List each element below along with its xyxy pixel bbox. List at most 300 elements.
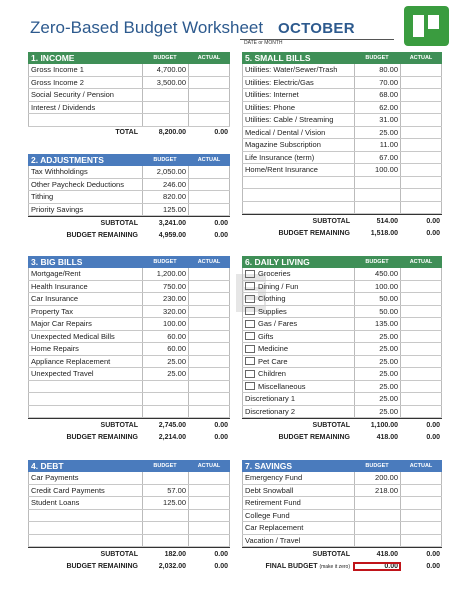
actual-cell[interactable] [188, 281, 230, 293]
table-row [28, 472, 230, 485]
row-label-cell[interactable] [242, 331, 354, 343]
row-label: Life Insurance (term) [245, 152, 315, 162]
budget-column-header: BUDGET [365, 55, 389, 61]
budget-cell[interactable]: 200.00 [354, 472, 400, 484]
actual-cell[interactable] [188, 393, 230, 405]
table-row [242, 318, 442, 331]
row-label-cell[interactable] [242, 202, 354, 214]
checkbox-icon[interactable] [245, 345, 255, 353]
row-label-cell[interactable] [242, 497, 354, 509]
row-label: Other Paycheck Deductions [31, 179, 124, 189]
actual-cell[interactable] [188, 381, 230, 393]
budget-column-header: BUDGET [153, 259, 177, 265]
budget-remaining-actual: 0.00 [214, 231, 228, 239]
row-label-cell[interactable] [28, 293, 142, 305]
budget-cell[interactable] [142, 472, 188, 484]
budget-cell[interactable]: 2,050.00 [142, 166, 188, 178]
row-label-cell[interactable] [28, 318, 142, 330]
actual-cell[interactable] [188, 306, 230, 318]
row-label: Tithing [31, 192, 54, 202]
budget-cell[interactable]: 135.00 [354, 318, 400, 330]
row-label-cell[interactable] [242, 102, 354, 114]
final-budget-row [242, 560, 442, 572]
row-label: Interest / Dividends [31, 102, 96, 112]
table-row [28, 510, 230, 523]
actual-cell[interactable] [188, 268, 230, 280]
budget-remaining-actual: 0.00 [426, 229, 440, 237]
row-label-cell[interactable] [28, 510, 142, 522]
row-label: Utilities: Electric/Gas [245, 77, 314, 87]
row-label-cell[interactable] [28, 166, 142, 178]
section-savings [242, 460, 442, 572]
table-row [28, 306, 230, 319]
subtotal-row [242, 547, 442, 560]
table-row [28, 497, 230, 510]
actual-cell[interactable] [400, 281, 442, 293]
final-actual-value: 0.00 [426, 562, 440, 570]
table-row [242, 343, 442, 356]
row-label-cell[interactable] [242, 114, 354, 126]
actual-cell[interactable] [400, 393, 442, 405]
row-label: Children [258, 369, 286, 379]
section-header [242, 256, 442, 268]
actual-cell[interactable] [188, 204, 230, 216]
actual-cell[interactable] [188, 497, 230, 509]
budget-cell[interactable]: 246.00 [142, 179, 188, 191]
budget-column-header: BUDGET [153, 157, 177, 163]
budget-cell[interactable]: 3,500.00 [142, 77, 188, 89]
budget-column-header: BUDGET [153, 55, 177, 61]
row-label-cell[interactable] [28, 89, 142, 101]
row-label-cell[interactable] [28, 522, 142, 534]
actual-cell[interactable] [400, 343, 442, 355]
row-label-cell[interactable] [242, 318, 354, 330]
budget-remaining-row [28, 560, 230, 572]
row-label-cell[interactable] [28, 102, 142, 114]
table-row [242, 381, 442, 394]
table-row [28, 368, 230, 381]
actual-cell[interactable] [400, 497, 442, 509]
actual-column-header: ACTUAL [409, 259, 433, 265]
month-value[interactable]: OCTOBER [278, 20, 355, 37]
budget-cell[interactable]: 25.00 [354, 343, 400, 355]
row-label: Car Insurance [31, 294, 79, 304]
checkbox-icon[interactable] [245, 370, 255, 378]
row-label: Debt Snowball [245, 485, 294, 495]
table-row [242, 281, 442, 294]
table-row [28, 204, 230, 217]
actual-cell[interactable] [400, 331, 442, 343]
actual-cell[interactable] [188, 343, 230, 355]
table-row [242, 535, 442, 548]
actual-cell[interactable] [400, 164, 442, 176]
table-row [242, 293, 442, 306]
checkbox-icon[interactable] [245, 270, 255, 278]
actual-cell[interactable] [188, 89, 230, 101]
budget-cell[interactable]: 100.00 [354, 164, 400, 176]
table-row [242, 485, 442, 498]
row-label-cell[interactable] [242, 139, 354, 151]
budget-cell[interactable] [142, 102, 188, 114]
row-label-cell[interactable] [28, 306, 142, 318]
actual-cell[interactable] [188, 77, 230, 89]
actual-cell[interactable] [400, 535, 442, 547]
row-label: Social Security / Pension [31, 90, 114, 100]
budget-cell[interactable]: 4,700.00 [142, 64, 188, 76]
budget-cell[interactable]: 25.00 [354, 406, 400, 418]
subtotal-actual: 0.00 [214, 219, 228, 227]
section-header [28, 460, 230, 472]
logo-icon [404, 6, 449, 46]
budget-column-header: BUDGET [365, 259, 389, 265]
actual-cell[interactable] [188, 331, 230, 343]
table-row [28, 522, 230, 535]
row-label-cell[interactable] [28, 393, 142, 405]
row-label-cell[interactable] [242, 77, 354, 89]
actual-cell[interactable] [188, 114, 230, 126]
budget-cell[interactable] [142, 522, 188, 534]
row-label: Magazine Subscription [245, 140, 321, 150]
subtotal-actual: 0.00 [426, 217, 440, 225]
row-label-cell[interactable] [28, 281, 142, 293]
row-label: Utilities: Internet [245, 90, 299, 100]
budget-cell[interactable]: 60.00 [142, 343, 188, 355]
budget-cell[interactable] [142, 114, 188, 126]
row-label: Student Loans [31, 498, 80, 508]
row-label-cell[interactable] [28, 77, 142, 89]
budget-cell[interactable]: 50.00 [354, 306, 400, 318]
table-row [242, 497, 442, 510]
row-label: Vacation / Travel [245, 535, 301, 545]
row-label-cell[interactable] [242, 406, 354, 418]
row-label-cell[interactable] [28, 268, 142, 280]
actual-cell[interactable] [188, 179, 230, 191]
subtotal-row [28, 418, 230, 431]
actual-cell[interactable] [400, 268, 442, 280]
row-label-cell[interactable] [242, 356, 354, 368]
actual-column-header: ACTUAL [409, 463, 433, 469]
row-label-cell[interactable] [242, 368, 354, 380]
actual-cell[interactable] [400, 89, 442, 101]
total-row [28, 127, 230, 139]
budget-cell[interactable] [354, 510, 400, 522]
row-label-cell[interactable] [242, 127, 354, 139]
table-row [242, 472, 442, 485]
budget-remaining-row [242, 431, 442, 443]
actual-cell[interactable] [400, 102, 442, 114]
budget-cell[interactable] [354, 522, 400, 534]
budget-cell[interactable]: 125.00 [142, 204, 188, 216]
row-label-cell[interactable] [28, 535, 142, 547]
actual-cell[interactable] [400, 152, 442, 164]
section-header [242, 52, 442, 64]
row-label: Home Repairs [31, 344, 79, 354]
checkbox-icon[interactable] [245, 382, 255, 390]
row-label-cell[interactable] [28, 381, 142, 393]
actual-cell[interactable] [188, 535, 230, 547]
row-label-cell[interactable] [242, 189, 354, 201]
actual-cell[interactable] [188, 318, 230, 330]
actual-cell[interactable] [400, 139, 442, 151]
budget-remaining-actual: 0.00 [214, 433, 228, 441]
budget-remaining-actual: 0.00 [426, 433, 440, 441]
final-budget-label-cell [242, 563, 354, 570]
row-label-cell[interactable] [28, 368, 142, 380]
actual-cell[interactable] [188, 293, 230, 305]
row-label-cell[interactable] [242, 64, 354, 76]
budget-cell[interactable] [142, 381, 188, 393]
actual-cell[interactable] [400, 368, 442, 380]
budget-cell[interactable]: 125.00 [142, 497, 188, 509]
row-label: Gas / Fares [258, 319, 298, 329]
budget-cell[interactable]: 80.00 [354, 64, 400, 76]
table-row [242, 189, 442, 202]
row-label-cell[interactable] [242, 522, 354, 534]
row-label-cell[interactable] [242, 535, 354, 547]
row-label-cell[interactable] [28, 114, 142, 126]
actual-cell[interactable] [188, 102, 230, 114]
row-label-cell[interactable] [242, 281, 354, 293]
budget-cell[interactable]: 25.00 [354, 127, 400, 139]
row-label-cell[interactable] [242, 393, 354, 405]
actual-cell[interactable] [400, 306, 442, 318]
row-label: Miscellaneous [258, 381, 306, 391]
budget-cell[interactable]: 25.00 [354, 331, 400, 343]
budget-cell[interactable] [354, 202, 400, 214]
row-label-cell[interactable] [28, 191, 142, 203]
budget-cell[interactable] [354, 535, 400, 547]
actual-cell[interactable] [400, 406, 442, 418]
checkbox-icon[interactable] [245, 357, 255, 365]
actual-cell[interactable] [400, 485, 442, 497]
row-label-cell[interactable] [242, 381, 354, 393]
table-row [242, 356, 442, 369]
actual-cell[interactable] [400, 510, 442, 522]
subtotal-label: SUBTOTAL [100, 219, 138, 227]
total-budget: 8,200.00 [158, 129, 186, 136]
row-label-cell[interactable] [242, 510, 354, 522]
budget-column-header: BUDGET [365, 463, 389, 469]
budget-cell[interactable]: 25.00 [142, 356, 188, 368]
budget-cell[interactable]: 1,200.00 [142, 268, 188, 280]
table-row [242, 368, 442, 381]
row-label: Discretionary 2 [245, 406, 296, 416]
budget-cell[interactable] [354, 177, 400, 189]
table-row [28, 64, 230, 77]
row-label-cell[interactable] [242, 485, 354, 497]
budget-cell[interactable]: 820.00 [142, 191, 188, 203]
budget-cell[interactable] [142, 535, 188, 547]
row-label-cell[interactable] [28, 472, 142, 484]
table-row [28, 343, 230, 356]
budget-cell[interactable]: 100.00 [142, 318, 188, 330]
budget-cell[interactable]: 70.00 [354, 77, 400, 89]
budget-cell[interactable] [354, 497, 400, 509]
row-label: Unexpected Medical Bills [31, 331, 115, 341]
section-header [242, 460, 442, 472]
checkbox-icon[interactable] [245, 307, 255, 315]
budget-cell[interactable]: 25.00 [354, 393, 400, 405]
budget-cell[interactable]: 218.00 [354, 485, 400, 497]
checkbox-icon[interactable] [245, 332, 255, 340]
section-adjustments [28, 154, 230, 241]
actual-cell[interactable] [188, 522, 230, 534]
actual-cell[interactable] [400, 472, 442, 484]
row-label-cell[interactable] [28, 356, 142, 368]
actual-cell[interactable] [188, 510, 230, 522]
table-row [28, 191, 230, 204]
row-label: Dining / Fun [258, 281, 299, 291]
row-label-cell[interactable] [242, 152, 354, 164]
table-row [242, 164, 442, 177]
section-title: 1. INCOME [31, 53, 75, 63]
budget-cell[interactable]: 230.00 [142, 293, 188, 305]
row-label: Car Replacement [245, 523, 304, 533]
row-label: Car Payments [31, 473, 79, 483]
row-label-cell[interactable] [242, 89, 354, 101]
budget-remaining-budget: 2,032.00 [158, 562, 186, 570]
final-budget-value: 0.00 [354, 563, 400, 570]
actual-cell[interactable] [400, 127, 442, 139]
actual-cell[interactable] [188, 485, 230, 497]
row-label-cell[interactable] [242, 293, 354, 305]
actual-column-header: ACTUAL [409, 55, 433, 61]
table-row [242, 202, 442, 215]
row-label: Gifts [258, 331, 274, 341]
budget-cell[interactable]: 50.00 [354, 293, 400, 305]
table-row [242, 89, 442, 102]
table-row [242, 102, 442, 115]
budget-cell[interactable] [354, 189, 400, 201]
section-title: 7. SAVINGS [245, 461, 293, 471]
actual-cell[interactable] [188, 356, 230, 368]
budget-cell[interactable]: 11.00 [354, 139, 400, 151]
checkbox-icon[interactable] [245, 295, 255, 303]
subtotal-label: SUBTOTAL [100, 421, 138, 429]
budget-cell[interactable]: 25.00 [354, 368, 400, 380]
section-small-bills [242, 52, 442, 239]
budget-cell[interactable]: 68.00 [354, 89, 400, 101]
row-label-cell[interactable] [242, 343, 354, 355]
table-row [242, 406, 442, 419]
actual-cell[interactable] [188, 191, 230, 203]
actual-column-header: ACTUAL [197, 259, 221, 265]
table-row [28, 268, 230, 281]
row-label-cell[interactable] [28, 406, 142, 418]
actual-cell[interactable] [400, 522, 442, 534]
row-label: Utilities: Phone [245, 102, 296, 112]
total-actual: 0.00 [214, 129, 228, 136]
table-row [28, 331, 230, 344]
table-row [242, 139, 442, 152]
actual-cell[interactable] [188, 406, 230, 418]
row-label-cell[interactable] [28, 343, 142, 355]
checkbox-icon[interactable] [245, 282, 255, 290]
budget-cell[interactable]: 67.00 [354, 152, 400, 164]
budget-cell[interactable]: 31.00 [354, 114, 400, 126]
budget-remaining-budget: 1,518.00 [370, 229, 398, 237]
table-row [28, 535, 230, 548]
budget-cell[interactable]: 100.00 [354, 281, 400, 293]
budget-cell[interactable]: 25.00 [142, 368, 188, 380]
budget-remaining-label: BUDGET REMAINING [66, 562, 138, 570]
checkbox-icon[interactable] [245, 320, 255, 328]
budget-cell[interactable]: 450.00 [354, 268, 400, 280]
row-label: Appliance Replacement [31, 356, 111, 366]
row-label: Supplies [258, 306, 287, 316]
budget-cell[interactable] [142, 393, 188, 405]
actual-cell[interactable] [188, 472, 230, 484]
budget-cell[interactable]: 25.00 [354, 381, 400, 393]
subtotal-label: SUBTOTAL [312, 217, 350, 225]
row-label-cell[interactable] [242, 306, 354, 318]
table-row [242, 152, 442, 165]
row-label-cell[interactable] [28, 331, 142, 343]
total-label: TOTAL [115, 129, 138, 136]
row-label: Emergency Fund [245, 473, 303, 483]
budget-cell[interactable] [142, 406, 188, 418]
budget-cell[interactable]: 62.00 [354, 102, 400, 114]
table-row [242, 393, 442, 406]
subtotal-actual: 0.00 [214, 421, 228, 429]
actual-cell[interactable] [188, 166, 230, 178]
budget-cell[interactable]: 750.00 [142, 281, 188, 293]
budget-cell[interactable] [142, 510, 188, 522]
actual-cell[interactable] [400, 177, 442, 189]
row-label-cell[interactable] [242, 472, 354, 484]
row-label-cell[interactable] [242, 268, 354, 280]
table-row [28, 281, 230, 294]
budget-remaining-label: BUDGET REMAINING [66, 231, 138, 239]
row-label: Clothing [258, 294, 286, 304]
actual-cell[interactable] [400, 77, 442, 89]
row-label-cell[interactable] [28, 204, 142, 216]
budget-cell[interactable]: 320.00 [142, 306, 188, 318]
row-label: Utilities: Cable / Streaming [245, 115, 334, 125]
section-header [28, 256, 230, 268]
row-label-cell[interactable] [28, 497, 142, 509]
actual-cell[interactable] [400, 114, 442, 126]
table-row [28, 77, 230, 90]
budget-remaining-budget: 2,214.00 [158, 433, 186, 441]
actual-cell[interactable] [188, 64, 230, 76]
section-title: 6. DAILY LIVING [245, 257, 310, 267]
row-label-cell[interactable] [28, 179, 142, 191]
row-label-cell[interactable] [28, 64, 142, 76]
table-row [242, 331, 442, 344]
budget-cell[interactable] [142, 89, 188, 101]
actual-cell[interactable] [400, 293, 442, 305]
row-label: Pet Care [258, 356, 288, 366]
row-label-cell[interactable] [242, 177, 354, 189]
actual-cell[interactable] [188, 368, 230, 380]
budget-cell[interactable]: 60.00 [142, 331, 188, 343]
budget-cell[interactable]: 57.00 [142, 485, 188, 497]
row-label-cell[interactable] [28, 485, 142, 497]
actual-cell[interactable] [400, 202, 442, 214]
row-label-cell[interactable] [242, 164, 354, 176]
actual-cell[interactable] [400, 318, 442, 330]
row-label: Unexpected Travel [31, 369, 94, 379]
actual-cell[interactable] [400, 64, 442, 76]
actual-cell[interactable] [400, 356, 442, 368]
section-daily-living [242, 256, 442, 443]
actual-cell[interactable] [400, 189, 442, 201]
row-label: Discretionary 1 [245, 394, 296, 404]
actual-cell[interactable] [400, 381, 442, 393]
budget-cell[interactable]: 25.00 [354, 356, 400, 368]
table-row [28, 485, 230, 498]
